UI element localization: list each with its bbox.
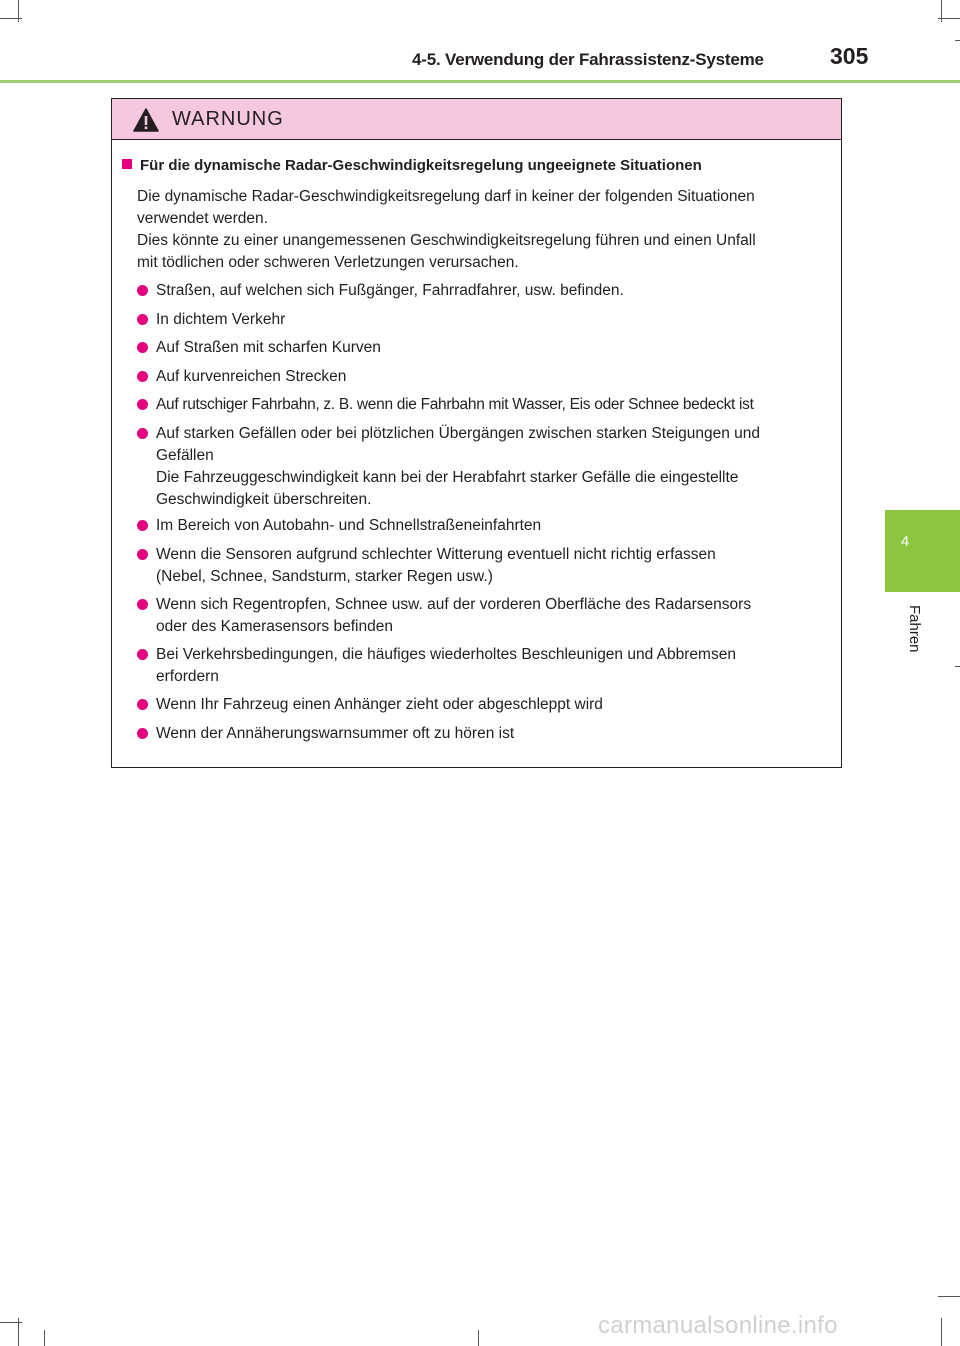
list-item-text: (Nebel, Schnee, Sandsturm, starker Regen usw.) [156,568,493,585]
crop-mark [478,1330,479,1346]
page-number: 305 [830,43,869,69]
bullet-dot-icon [137,699,148,710]
chapter-tab [885,510,960,592]
list-item-text: Wenn sich Regentropfen, Schnee usw. auf der vorderen Oberfläche des Radarsensors [156,596,752,613]
warning-box [111,98,842,768]
list-item-text: Auf Straßen mit scharfen Kurven [156,339,381,356]
warning-header [112,99,841,140]
bullet-dot-icon [137,728,148,739]
crop-mark [941,1318,942,1346]
crop-mark [955,40,960,41]
list-item-text: Geschwindigkeit überschreiten. [156,491,372,508]
chapter-label: Fahren [906,605,923,653]
crop-mark [0,18,22,19]
list-item-text: Straßen, auf welchen sich Fußgänger, Fahrradfahrer, usw. befinden. [156,282,624,299]
intro-line: Dies könnte zu einer unangemessenen Geschwindigkeitsregelung führen und einen Unfall [137,232,756,249]
list-item-text: Die Fahrzeuggeschwindigkeit kann bei der Herabfahrt starker Gefälle die eingestellte [156,469,739,486]
list-item-text: Wenn die Sensoren aufgrund schlechter Witterung eventuell nicht richtig erfassen [156,546,716,563]
intro-line: Die dynamische Radar-Geschwindigkeitsregelung darf in keiner der folgenden Situationen [137,188,755,205]
warning-intro [137,186,837,274]
bullet-dot-icon [137,371,148,382]
crop-mark [938,18,960,19]
warning-triangle-icon [133,108,159,132]
bullet-dot-icon [137,314,148,325]
list-item-text: Gefällen [156,447,214,464]
bullet-dot-icon [137,549,148,560]
bullet-dot-icon [137,520,148,531]
section-header: 4-5. Verwendung der Fahrassistenz-Systeme [412,50,764,69]
list-item-text: Bei Verkehrsbedingungen, die häufiges wiederholtes Beschleunigen und Abbremsen [156,646,736,663]
list-item-text: Wenn der Annäherungswarnsummer oft zu hören ist [156,725,515,742]
bullet-dot-icon [137,428,148,439]
bullet-dot-icon [137,342,148,353]
list-item-text: Auf starken Gefällen oder bei plötzlichen Übergängen zwischen starken Steigungen und [156,425,761,442]
warning-section-title-text: Für die dynamische Radar-Geschwindigkeitsregelung ungeeignete Situationen [140,157,702,174]
list-item-text: Auf kurvenreichen Strecken [156,368,347,385]
crop-mark [44,1330,45,1346]
bullet-dot-icon [137,399,148,410]
list-item-text: Im Bereich von Autobahn- und Schnellstraßeneinfahrten [156,517,542,534]
watermark: carmanualsonline.info [598,1312,838,1339]
bullet-dot-icon [137,599,148,610]
warning-heading: WARNUNG [172,108,284,130]
chapter-number: 4 [900,533,910,550]
list-item-text: oder des Kamerasensors befinden [156,618,393,635]
list-item-text: Wenn Ihr Fahrzeug einen Anhänger zieht oder abgeschleppt wird [156,696,603,713]
list-item-text: erfordern [156,668,219,685]
warning-section-title [122,157,702,174]
list-item-text: Auf rutschiger Fahrbahn, z. B. wenn die Fahrbahn mit Wasser, Eis oder Schnee bedeckt ist [156,396,754,413]
intro-line: mit tödlichen oder schweren Verletzungen verursachen. [137,254,519,271]
crop-mark [955,666,960,667]
intro-line: verwendet werden. [137,210,268,227]
list-item-text: In dichtem Verkehr [156,311,286,328]
crop-mark [0,1322,22,1323]
bullet-dot-icon [137,649,148,660]
square-bullet-icon [122,159,132,169]
header-rule [0,80,960,83]
crop-mark [938,1296,960,1297]
warning-body [112,139,841,767]
bullet-dot-icon [137,285,148,296]
